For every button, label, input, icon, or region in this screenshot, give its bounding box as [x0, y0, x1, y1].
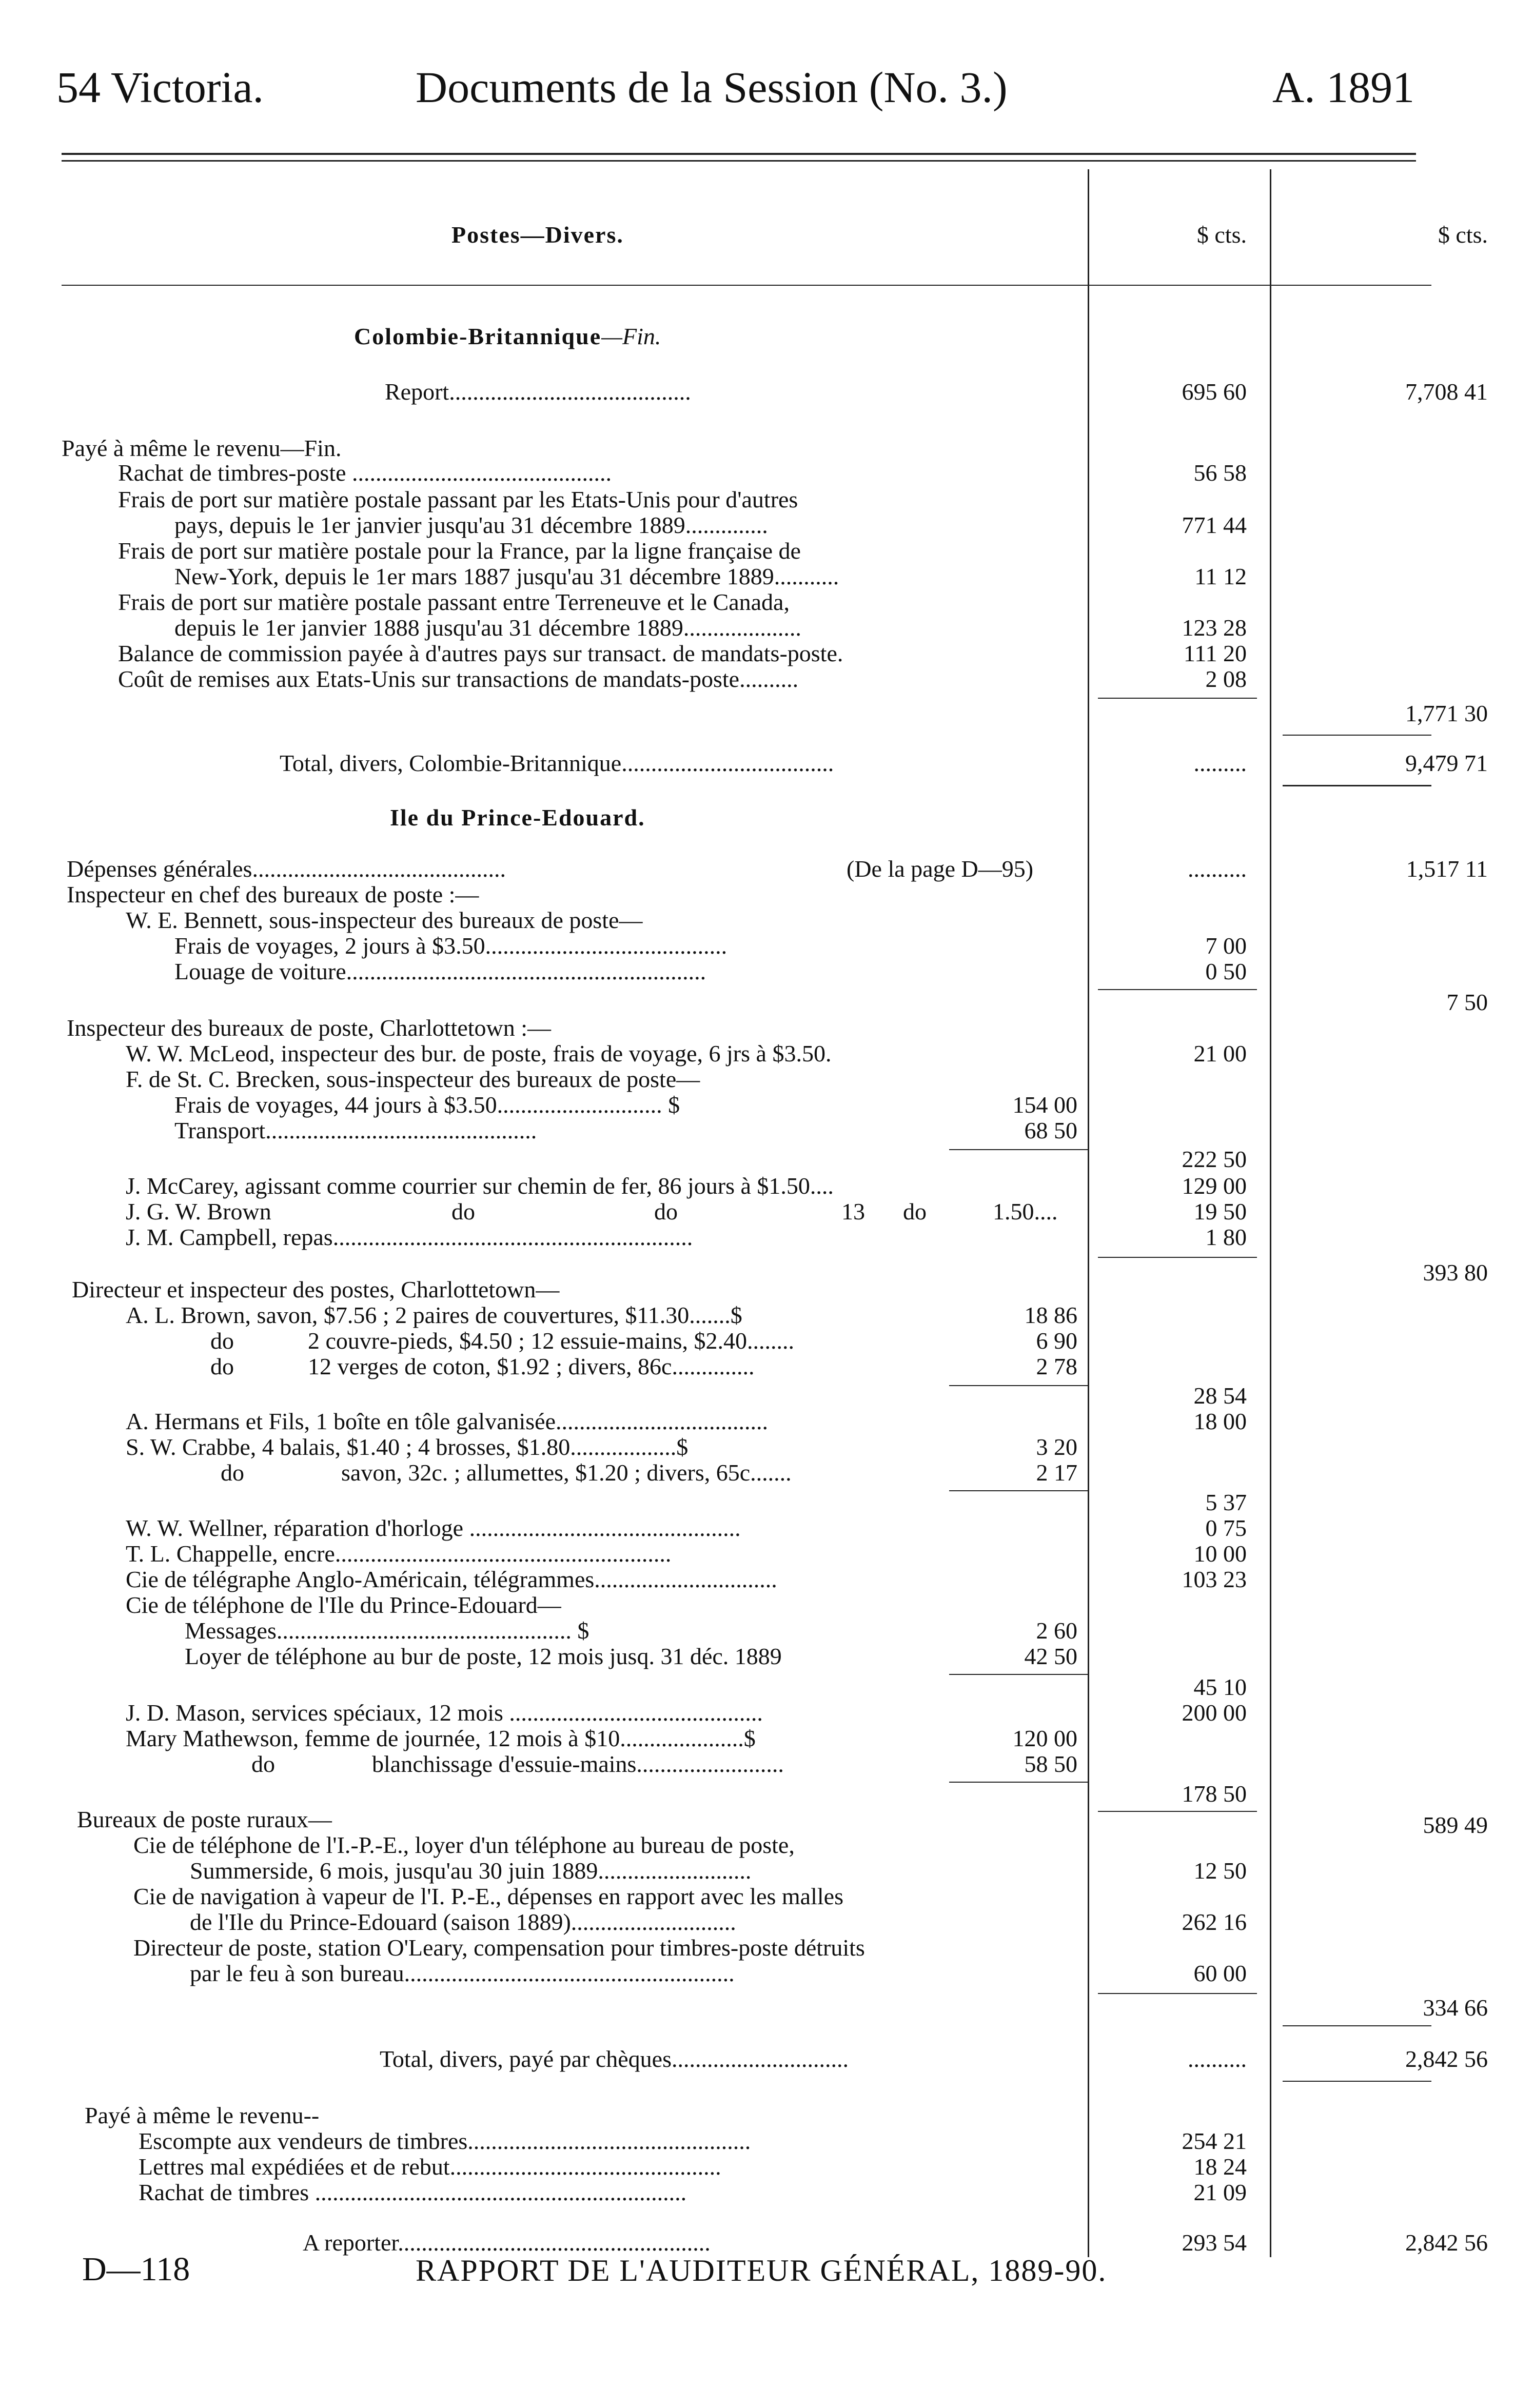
sum-rule [1098, 1993, 1257, 1994]
messages-amount: 2 60 [1036, 1617, 1077, 1644]
brecken-label: F. de St. C. Brecken, sous-inspecteur des bureaux de poste— [126, 1066, 700, 1092]
crabbe-amount: 3 20 [1036, 1434, 1077, 1460]
inner-sum-rule [949, 1490, 1088, 1491]
mathewson-sum: 178 50 [1182, 1781, 1247, 1807]
ruraux-line: de l'Ile du Prince-Edouard (saison 1889)............................ [190, 1909, 736, 1935]
bennett-voyages: Frais de voyages, 2 jours à $3.50......................................... [174, 933, 727, 959]
section-title-ipe: Ile du Prince-Edouard. [390, 804, 645, 831]
column-title: Postes—Divers. [451, 222, 624, 248]
loyer-amount: 42 50 [1024, 1643, 1077, 1669]
col-rule-2 [1270, 169, 1271, 2257]
wellner-amount: 0 75 [1205, 1515, 1247, 1541]
depenses-generales-amount-1: .......... [1188, 856, 1247, 882]
total-cheques-amount-2: 2,842 56 [1405, 2046, 1488, 2072]
sum-rule [1098, 1257, 1257, 1258]
lettres-label: Lettres mal expédiées et de rebut.............................................. [139, 2154, 721, 2180]
ruraux-head: Bureaux de poste ruraux— [77, 1806, 332, 1832]
brecken-transport: Transport.............................................. [174, 1117, 537, 1143]
ditto: do [221, 1459, 244, 1486]
a-reporter-amount-2: 2,842 56 [1405, 2229, 1488, 2256]
mathewson-line: blanchissage d'essuie-mains......................... [372, 1751, 784, 1777]
ruraux-line: par le feu à son bureau........................................................ [190, 1960, 735, 1986]
ruraux-amount: 262 16 [1182, 1909, 1247, 1935]
inner-sum-rule [949, 1149, 1088, 1150]
inner-sum-rule [949, 1782, 1088, 1783]
cb-item-amount: 56 58 [1193, 460, 1247, 486]
ditto: do [210, 1328, 234, 1354]
escompte-label: Escompte aux vendeurs de timbres................................................ [139, 2128, 751, 2154]
header-right: A. 1891 [1272, 63, 1415, 112]
telegraphe-label: Cie de télégraphe Anglo-Américain, télégrammes............................... [126, 1566, 777, 1592]
cb-item-amount: 11 12 [1194, 563, 1247, 589]
ruraux-line: Cie de téléphone de l'I.-P.-E., loyer d'un téléphone au bureau de poste, [133, 1832, 795, 1858]
brown-label: J. G. W. Brown [126, 1198, 271, 1225]
cb-item-amount: 2 08 [1205, 666, 1247, 692]
directeur-sum: 589 49 [1423, 1812, 1488, 1838]
wellner-label: W. W. Wellner, réparation d'horloge .............................................. [126, 1515, 741, 1541]
rachat-label: Rachat de timbres ............................................................... [139, 2179, 687, 2205]
mccarey-amount: 129 00 [1182, 1173, 1247, 1199]
mcleod-label: W. W. McLeod, inspecteur des bur. de poste, frais de voyage, 6 jrs à $3.50. [126, 1040, 832, 1067]
crabbe-line: savon, 32c. ; allumettes, $1.20 ; divers, 65c....... [341, 1459, 792, 1486]
crabbe-line: S. W. Crabbe, 4 balais, $1.40 ; 4 brosses, $1.80..................$ [126, 1434, 689, 1460]
report-amount-2: 7,708 41 [1405, 379, 1488, 405]
hermans-amount: 18 00 [1193, 1408, 1247, 1434]
header-left: 54 Victoria. [56, 63, 264, 112]
alb-line: A. L. Brown, savon, $7.56 ; 2 paires de couvertures, $11.30.......$ [126, 1302, 742, 1328]
alb-amount: 2 78 [1036, 1353, 1077, 1379]
alb-sum: 28 54 [1193, 1383, 1247, 1409]
brecken-voyages: Frais de voyages, 44 jours à $3.50............................ $ [174, 1092, 680, 1118]
cb-item-amount: 123 28 [1182, 615, 1247, 641]
alb-amount: 18 86 [1024, 1302, 1077, 1328]
cb-item-amount: 771 44 [1182, 512, 1247, 538]
ruraux-line: Cie de navigation à vapeur de l'I. P.-E., dépenses en rapport avec les malles [133, 1883, 843, 1909]
depenses-generales-amount-2: 1,517 11 [1406, 856, 1488, 882]
a-reporter-amount-1: 293 54 [1182, 2229, 1247, 2256]
header-center: Documents de la Session (No. 3.) [416, 63, 1008, 112]
total-cheques-amount-1: .......... [1188, 2046, 1247, 2072]
cb-item-label: Frais de port sur matière postale pour la France, par la ligne française de [118, 538, 801, 564]
messages-label: Messages.................................................. $ [185, 1617, 589, 1644]
bennett-voiture-amount: 0 50 [1205, 958, 1247, 984]
bennett-name: W. E. Bennett, sous-inspecteur des bureaux de poste— [126, 907, 643, 933]
sum-rule [1098, 698, 1257, 699]
brecken-sum: 222 50 [1182, 1146, 1247, 1172]
crabbe-sum: 5 37 [1205, 1489, 1247, 1515]
cb-total-amount-1: ......... [1193, 750, 1247, 776]
inspecteur-chef-head: Inspecteur en chef des bureaux de poste :— [67, 881, 479, 907]
total-cheques-label: Total, divers, payé par chèques.............................. [380, 2046, 849, 2072]
escompte-amount: 254 21 [1182, 2128, 1247, 2154]
brown-rate: 1.50.... [993, 1198, 1058, 1225]
total-rule [1283, 2081, 1431, 2082]
ruraux-amount: 60 00 [1193, 1960, 1247, 1986]
campbell-amount: 1 80 [1205, 1224, 1247, 1250]
paye-revenu-fin: Payé à même le revenu—Fin. [62, 435, 342, 461]
mcleod-amount: 21 00 [1193, 1040, 1247, 1067]
sum-rule [1098, 1811, 1257, 1812]
sum-rule [1283, 2025, 1431, 2026]
cb-sum: 1,771 30 [1405, 700, 1488, 726]
mathewson-line: Mary Mathewson, femme de journée, 12 mois à $10.....................$ [126, 1725, 756, 1751]
depenses-generales-ref: (De la page D—95) [847, 856, 1034, 882]
telephone-head: Cie de téléphone de l'Ile du Prince-Edouard— [126, 1592, 561, 1618]
chappelle-label: T. L. Chappelle, encre......................................................... [126, 1541, 672, 1567]
charlottetown-sum: 393 80 [1423, 1259, 1488, 1286]
lettres-amount: 18 24 [1193, 2154, 1247, 2180]
ditto: do [210, 1353, 234, 1379]
total-rule [1283, 785, 1431, 786]
brecken-voyages-amount: 154 00 [1012, 1092, 1077, 1118]
column-head-2: $ cts. [1438, 222, 1488, 248]
header-rule-bottom [62, 160, 1416, 162]
directeur-head: Directeur et inspecteur des postes, Charlottetown— [72, 1276, 560, 1302]
a-reporter-label: A reporter..................................................... [303, 2229, 711, 2256]
section-title-cb: Colombie-Britannique—Fin. [354, 323, 661, 349]
telephone-sum: 45 10 [1193, 1674, 1247, 1700]
mccarey-label: J. McCarey, agissant comme courrier sur chemin de fer, 86 jours à $1.50.... [126, 1173, 834, 1199]
inspecteur-chef-sum: 7 50 [1446, 989, 1488, 1015]
cb-item-label: New-York, depuis le 1er mars 1887 jusqu'au 31 décembre 1889........... [174, 563, 839, 589]
brown-amount: 19 50 [1193, 1198, 1247, 1225]
cb-total-label: Total, divers, Colombie-Britannique.................................... [280, 750, 834, 776]
alb-amount: 6 90 [1036, 1328, 1077, 1354]
report-label: Report......................................... [385, 379, 691, 405]
sum-rule [1283, 735, 1431, 736]
crabbe-amount: 2 17 [1036, 1459, 1077, 1486]
charlottetown-head: Inspecteur des bureaux de poste, Charlottetown :— [67, 1015, 552, 1041]
cb-total-amount-2: 9,479 71 [1405, 750, 1488, 776]
cb-item-label: Rachat de timbres-poste ............................................ [118, 460, 612, 486]
inner-sum-rule [949, 1674, 1088, 1675]
mathewson-amount: 58 50 [1024, 1751, 1077, 1777]
report-amount-1: 695 60 [1182, 379, 1247, 405]
column-head-1: $ cts. [1196, 222, 1247, 248]
ditto: do [451, 1198, 475, 1225]
cb-item-label: depuis le 1er janvier 1888 jusqu'au 31 décembre 1889.................... [174, 615, 801, 641]
chappelle-amount: 10 00 [1193, 1541, 1247, 1567]
heading-rule [62, 285, 1431, 286]
sum-rule [1098, 989, 1257, 990]
cb-item-label: Frais de port sur matière postale passant par les Etats-Unis pour d'autres [118, 486, 798, 512]
mason-label: J. D. Mason, services spéciaux, 12 mois ........................................... [126, 1700, 763, 1726]
cb-item-amount: 111 20 [1183, 640, 1247, 666]
ditto: do [654, 1198, 678, 1225]
ruraux-line: Directeur de poste, station O'Leary, compensation pour timbres-poste détruits [133, 1935, 865, 1961]
mason-amount: 200 00 [1182, 1700, 1247, 1726]
bennett-voyages-amount: 7 00 [1205, 933, 1247, 959]
hermans-label: A. Hermans et Fils, 1 boîte en tôle galvanisée.................................... [126, 1408, 769, 1434]
brown-days: 13 [841, 1198, 865, 1225]
mathewson-amount: 120 00 [1012, 1725, 1077, 1751]
alb-line: 12 verges de coton, $1.92 ; divers, 86c.............. [308, 1353, 755, 1379]
ruraux-line: Summerside, 6 mois, jusqu'au 30 juin 1889.......................... [190, 1858, 752, 1884]
cb-item-label: Coût de remises aux Etats-Unis sur transactions de mandats-poste.......... [118, 666, 799, 692]
ditto: do [251, 1751, 275, 1777]
campbell-label: J. M. Campbell, repas............................................................. [126, 1224, 693, 1250]
ditto: do [903, 1198, 927, 1225]
header-rule-top [62, 153, 1416, 155]
cb-item-label: pays, depuis le 1er janvier jusqu'au 31 décembre 1889.............. [174, 512, 768, 538]
ruraux-amount: 12 50 [1193, 1858, 1247, 1884]
brecken-transport-amount: 68 50 [1024, 1117, 1077, 1143]
cb-item-label: Balance de commission payée à d'autres pays sur transact. de mandats-poste. [118, 640, 843, 666]
col-rule-1 [1088, 169, 1089, 2257]
paye-revenu-head: Payé à même le revenu-- [85, 2102, 320, 2128]
depenses-generales-label: Dépenses générales........................................... [67, 856, 506, 882]
bennett-voiture: Louage de voiture............................................................. [174, 958, 706, 984]
loyer-label: Loyer de téléphone au bur de poste, 12 mois jusq. 31 déc. 1889 [185, 1643, 782, 1669]
rachat-amount: 21 09 [1193, 2179, 1247, 2205]
inner-sum-rule [949, 1385, 1088, 1386]
ruraux-sum: 334 66 [1423, 1995, 1488, 2021]
telegraphe-amount: 103 23 [1182, 1566, 1247, 1592]
footer-title: RAPPORT DE L'AUDITEUR GÉNÉRAL, 1889-90. [416, 2254, 1107, 2287]
cb-item-label: Frais de port sur matière postale passant entre Terreneuve et le Canada, [118, 589, 790, 615]
footer-page-number: D—118 [82, 2251, 190, 2288]
alb-line: 2 couvre-pieds, $4.50 ; 12 essuie-mains, $2.40........ [308, 1328, 794, 1354]
